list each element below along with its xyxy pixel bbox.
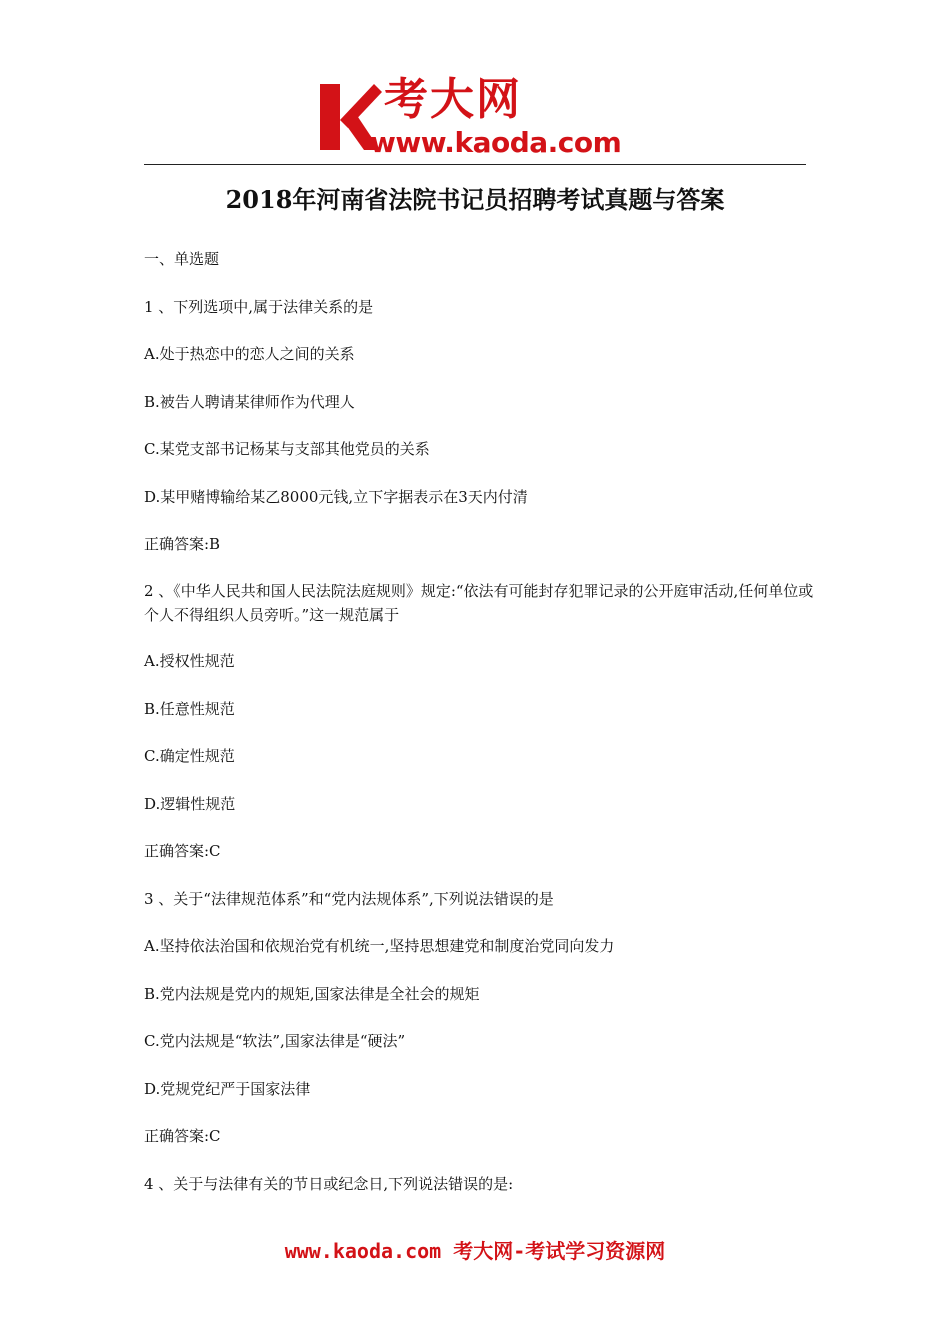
section-heading: 一、单选题: [144, 250, 220, 268]
option: C.某党支部书记杨某与支部其他党员的关系: [144, 440, 430, 458]
page-title: 2018年河南省法院书记员招聘考试真题与答案: [225, 185, 725, 214]
logo-url-text: www.kaoda.com: [370, 126, 622, 159]
answer: 正确答案:C: [144, 842, 221, 860]
option: D.逻辑性规范: [144, 794, 236, 813]
question-stem: 4 、关于与法律有关的节日或纪念日,下列说法错误的是:: [144, 1174, 514, 1193]
logo-brand-text: 考大网: [384, 74, 522, 125]
kaoda-logo: [318, 74, 648, 160]
option: A.授权性规范: [144, 652, 235, 670]
answer: 正确答案:B: [144, 535, 221, 553]
answer: 正确答案:C: [144, 1127, 221, 1145]
option: C.党内法规是“软法”,国家法律是“硬法”: [144, 1032, 406, 1050]
option: B.党内法规是党内的规矩,国家法律是全社会的规矩: [144, 984, 480, 1003]
question-stem: 1 、下列选项中,属于法律关系的是: [144, 297, 374, 316]
option: B.被告人聘请某律师作为代理人: [144, 392, 355, 411]
question-stem: 2 、《中华人民共和国人民法院法庭规则》规定:“依法有可能封存犯罪记录的公开庭审活动,任何单位或个人不得组织人员旁听。”这一规范属于: [144, 581, 814, 624]
option: D.某甲赌博输给某乙8000元钱,立下字据表示在3天内付清: [144, 487, 528, 506]
header-divider: [144, 164, 806, 165]
option: A.坚持依法治国和依规治党有机统一,坚持思想建党和制度治党同向发力: [144, 937, 615, 955]
question-stem: 3 、关于“法律规范体系”和“党内法规体系”,下列说法错误的是: [144, 889, 554, 908]
option: A.处于热恋中的恋人之间的关系: [144, 345, 355, 363]
document-body: [144, 246, 816, 1218]
option: D.党规党纪严于国家法律: [144, 1079, 311, 1098]
option: C.确定性规范: [144, 747, 235, 765]
footer-banner: www.kaoda.com 考大网-考试学习资源网: [284, 1239, 666, 1263]
option: B.任意性规范: [144, 699, 235, 718]
